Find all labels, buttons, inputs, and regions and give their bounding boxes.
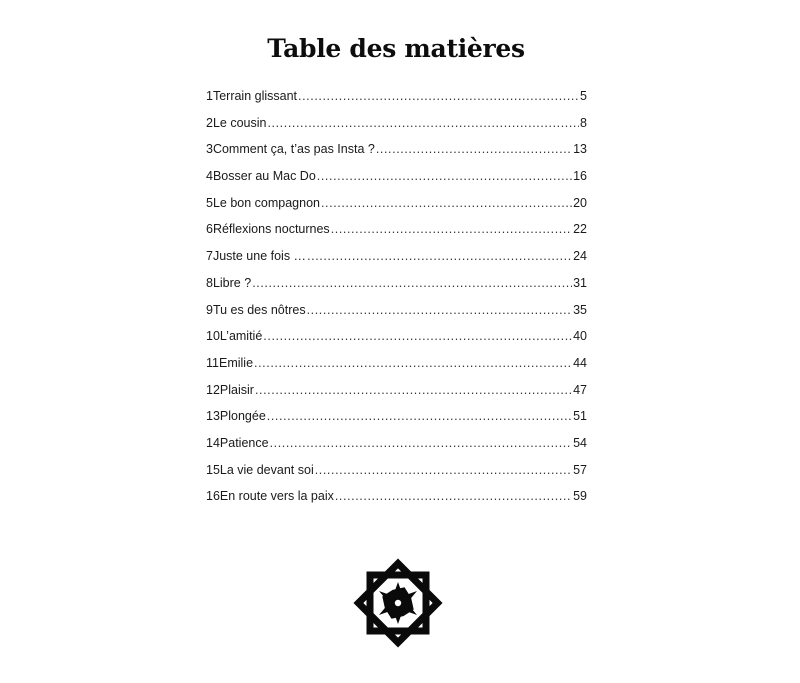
toc-entry-page: 59 [573, 489, 587, 504]
toc-entry-page: 16 [573, 169, 587, 184]
toc-entry[interactable] [206, 380, 587, 407]
toc-dot-leader [317, 166, 572, 186]
toc-dot-leader [267, 113, 579, 133]
toc-entry-number: 8 [206, 275, 213, 290]
toc-entry-title: Libre ? [212, 275, 252, 290]
toc-entry[interactable] [206, 246, 587, 273]
toc-entry-title: Plaisir [219, 382, 254, 397]
toc-entry-page: 31 [573, 275, 587, 290]
toc-entry-number: 1 [206, 89, 213, 103]
toc-dot-leader [263, 326, 572, 346]
toc-entry-number: 4 [206, 169, 213, 184]
toc-entry-title: Comment ça, t’as pas Insta ? [212, 142, 375, 157]
toc-entry-page: 47 [573, 382, 587, 397]
toc-entry-number: 11 [206, 355, 219, 370]
toc-dot-leader [315, 460, 572, 480]
toc-entry-title: Plongée [219, 409, 266, 424]
toc-dot-leader [321, 193, 572, 213]
toc-dot-leader [298, 86, 579, 106]
toc-entry[interactable] [206, 460, 587, 487]
toc-entry-number: 14 [206, 435, 220, 450]
toc-entry-title: Patience [219, 435, 269, 450]
toc-entry-page: 44 [573, 355, 587, 370]
toc-entry-title: Réflexions nocturnes [212, 222, 330, 237]
toc-entry[interactable] [206, 300, 587, 327]
toc-entry-number: 7 [206, 249, 213, 264]
toc-entry-title: Emilie [218, 355, 254, 370]
toc-entry-number: 2 [206, 115, 213, 130]
toc-entry[interactable] [206, 139, 587, 166]
toc-entry[interactable] [206, 113, 587, 140]
toc-entry[interactable] [206, 219, 587, 246]
toc-dot-leader [331, 219, 572, 239]
toc-entry-page: 57 [573, 462, 587, 477]
toc-entry-number: 12 [206, 382, 220, 397]
toc-entry-title: L’amitié [219, 329, 263, 344]
toc-entry-title: Terrain glissant [212, 89, 298, 103]
toc-entry-page: 20 [573, 195, 587, 210]
toc-entry[interactable] [206, 433, 587, 460]
toc-entry-page: 5 [580, 89, 587, 103]
toc-entry-number: 15 [206, 462, 220, 477]
toc-entry-page: 54 [573, 435, 587, 450]
eight-point-star-ornament-icon [353, 558, 443, 648]
toc-dot-leader [267, 406, 572, 426]
toc-entry-number: 10 [206, 329, 220, 344]
toc-entry-page: 51 [573, 409, 587, 424]
table-of-contents [206, 86, 587, 513]
toc-entry[interactable] [206, 406, 587, 433]
toc-entry-title: Le cousin [212, 115, 267, 130]
toc-entry-number: 5 [206, 195, 213, 210]
toc-entry-title: Bosser au Mac Do [212, 169, 316, 184]
toc-entry-title: Le bon compagnon [212, 195, 320, 210]
toc-entry-page: 8 [580, 115, 587, 130]
toc-dot-leader [307, 300, 573, 320]
toc-dot-leader [335, 486, 572, 506]
toc-entry-title: Tu es des nôtres [212, 302, 306, 317]
toc-entry-title: La vie devant soi [219, 462, 314, 477]
toc-dot-leader [270, 433, 573, 453]
toc-dot-leader [307, 246, 572, 266]
toc-dot-leader [255, 380, 572, 400]
toc-entry[interactable] [206, 86, 587, 113]
toc-entry-page: 24 [573, 249, 587, 264]
toc-entry-number: 9 [206, 302, 213, 317]
toc-entry-number: 13 [206, 409, 220, 424]
toc-entry[interactable] [206, 166, 587, 193]
toc-entry[interactable] [206, 486, 587, 513]
toc-entry-title: Juste une fois … [212, 249, 307, 264]
toc-dot-leader [252, 273, 572, 293]
toc-entry-number: 6 [206, 222, 213, 237]
toc-dot-leader [376, 139, 572, 159]
toc-entry-title: En route vers la paix [219, 489, 334, 504]
toc-entry[interactable] [206, 193, 587, 220]
toc-entry[interactable] [206, 353, 587, 380]
toc-entry-number: 3 [206, 142, 213, 157]
toc-entry[interactable] [206, 326, 587, 353]
toc-entry-number: 16 [206, 489, 220, 504]
toc-entry-page: 13 [573, 142, 587, 157]
toc-dot-leader [254, 353, 572, 373]
toc-entry[interactable] [206, 273, 587, 300]
toc-entry-page: 35 [573, 302, 587, 317]
toc-entry-page: 22 [573, 222, 587, 237]
toc-entry-page: 40 [573, 329, 587, 344]
page-title: Table des matières [267, 34, 525, 63]
